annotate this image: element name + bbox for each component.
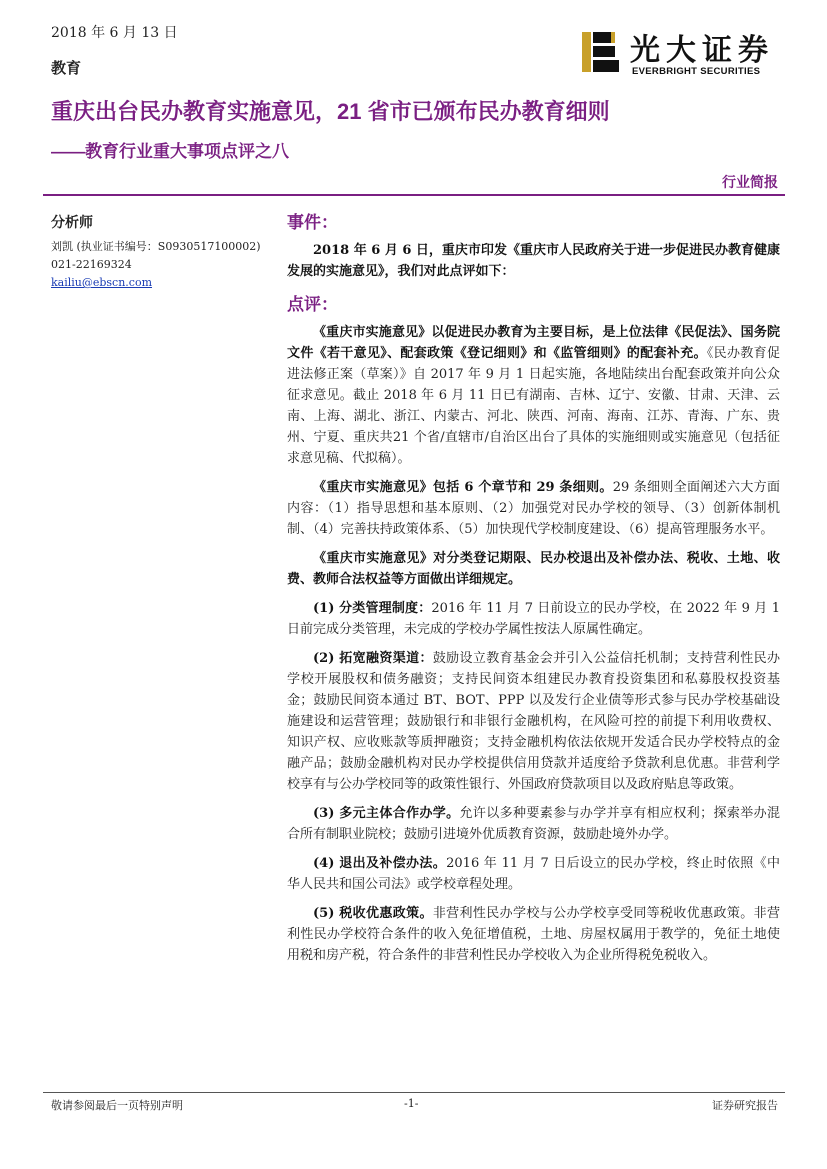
analyst-email-link[interactable]: kailiu@ebscn.com <box>51 276 153 289</box>
item-4-text: 2016 年 11 月 7 日后设立的民办学校，终止时依照《中华人民共和国公司法》或学校章程处理。 <box>287 856 781 892</box>
analyst-heading: 分析师 <box>51 214 93 230</box>
item-1 <box>287 598 780 640</box>
event-paragraph <box>287 240 780 282</box>
sector-label: 教育 <box>51 60 82 77</box>
item-3 <box>287 803 780 845</box>
paragraph-3-lead: 《重庆市实施意见》对分类登记期限、民办校退出及补偿办法、税收、土地、收费、教师合法权益等方面做出详细规定。 <box>287 551 780 587</box>
report-title: 重庆出台民办教育实施意见，21 省市已颁布民办教育细则 <box>51 99 610 124</box>
item-1-lead: (1) 分类管理制度： <box>313 601 432 616</box>
logo-mark-icon <box>580 30 624 74</box>
footer-report-label: 证券研究报告 <box>712 1099 778 1112</box>
company-logo <box>580 28 780 80</box>
event-heading: 事件： <box>287 213 338 233</box>
item-3-lead: (3) 多元主体合作办学。 <box>313 806 460 821</box>
footer-divider <box>43 1092 785 1093</box>
report-body <box>287 208 780 974</box>
item-5 <box>287 903 780 966</box>
footer-disclaimer: 敬请参阅最后一页特别声明 <box>51 1099 183 1112</box>
report-type-label: 行业简报 <box>722 174 778 190</box>
report-subtitle: ——教育行业重大事项点评之八 <box>51 142 289 161</box>
item-4 <box>287 853 780 895</box>
event-text: 2018 年 6 月 6 日，重庆市印发《重庆市人民政府关于进一步促进民办教育健康发展的实施意见》，我们对此点评如下： <box>287 243 780 279</box>
paragraph-2 <box>287 477 780 540</box>
item-5-lead: (5) 税收优惠政策。 <box>313 906 433 921</box>
page-number: -1- <box>404 1097 419 1110</box>
paragraph-1-lead: 《重庆市实施意见》以促进民办教育为主要目标，是上位法律《民促法》、国务院文件《若干意见》、配套政策《登记细则》和《监管细则》的配套补充。 <box>287 325 780 361</box>
header-divider <box>43 194 785 196</box>
item-1-text: 2016 年 11 月 7 日前设立的民办学校，在 2022 年 9 月 1 日前完成分类管理，未完成的学校办学属性按法人原属性确定。 <box>287 601 780 637</box>
paragraph-1-text: 《民办教育促进法修正案（草案）》自 2017 年 9 月 1 日起实施，各地陆续出台配套政策并向公众征求意见。截止 2018 年 6 月 11 日已有湖南、吉林、辽宁、安徽、甘肃、天津、云南、上海、湖北、浙江、内蒙古、河北、陕西、河南、海南、江苏、青海、广东、贵州、宁夏、重庆共21 个省/直辖市/自治区出台了具体的实施细则或实施意见（包括征求意见稿、代拟稿）。 <box>287 346 780 466</box>
paragraph-2-text: 29 条细则全面阐述六大方面内容：（1）指导思想和基本原则、（2）加强党对民办学校的领导、（3）创新体制机制、（4）完善扶持政策体系、（5）加快现代学校制度建设、（6）提高管理服务水平。 <box>287 480 780 537</box>
logo-english-name: EVERBRIGHT SECURITIES <box>632 66 761 77</box>
item-2-text: 鼓励设立教育基金会并引入公益信托机制；支持营利性民办学校开展股权和债务融资；支持民间资本组建民办教育投资集团和私募股权投资基金；鼓励民间资本通过 BT、BOT、PPP 以及发行企业债等形式参与民办学校基础设施建设和运营管理；鼓励银行和非银行金融机构，在风险可控的前提下利用收费权、知识产权、应收账款等质押融资；支持金融机构依法依规开发适合民办学校特点的金融产品；鼓励金融机构对民办学校提供信用贷款并适度给予贷款利息优惠。非营利学校享有与公办学校同等的政策性银行、外国政府贷款项目以及政府贴息等政策。 <box>287 651 780 792</box>
item-2 <box>287 648 780 795</box>
analyst-sidebar <box>51 212 271 292</box>
item-4-lead: (4) 退出及补偿办法。 <box>313 856 447 871</box>
analyst-phone: 021-22169324 <box>51 258 132 271</box>
paragraph-2-lead: 《重庆市实施意见》包括 6 个章节和 29 条细则。 <box>313 480 613 495</box>
item-3-text: 允许以多种要素参与办学并享有相应权利；探索举办混合所有制职业院校；鼓励引进境外优质教育资源，鼓励赴境外办学。 <box>287 806 780 842</box>
logo-chinese-name: 光大证券 <box>630 34 774 67</box>
paragraph-3 <box>287 548 780 590</box>
paragraph-1 <box>287 322 780 469</box>
report-date: 2018 年 6 月 13 日 <box>51 25 178 41</box>
comment-heading: 点评： <box>287 295 338 315</box>
analyst-name-cert: 刘凯 (执业证书编号：S0930517100002) <box>51 240 261 253</box>
item-2-lead: (2) 拓宽融资渠道： <box>313 651 433 666</box>
item-5-text: 非营利性民办学校与公办学校享受同等税收优惠政策。非营利性民办学校符合条件的收入免征增值税，土地、房屋权属用于教学的，免征土地使用税和房产税，符合条件的非营利性民办学校收入为企业所得税免税收入。 <box>287 906 780 963</box>
